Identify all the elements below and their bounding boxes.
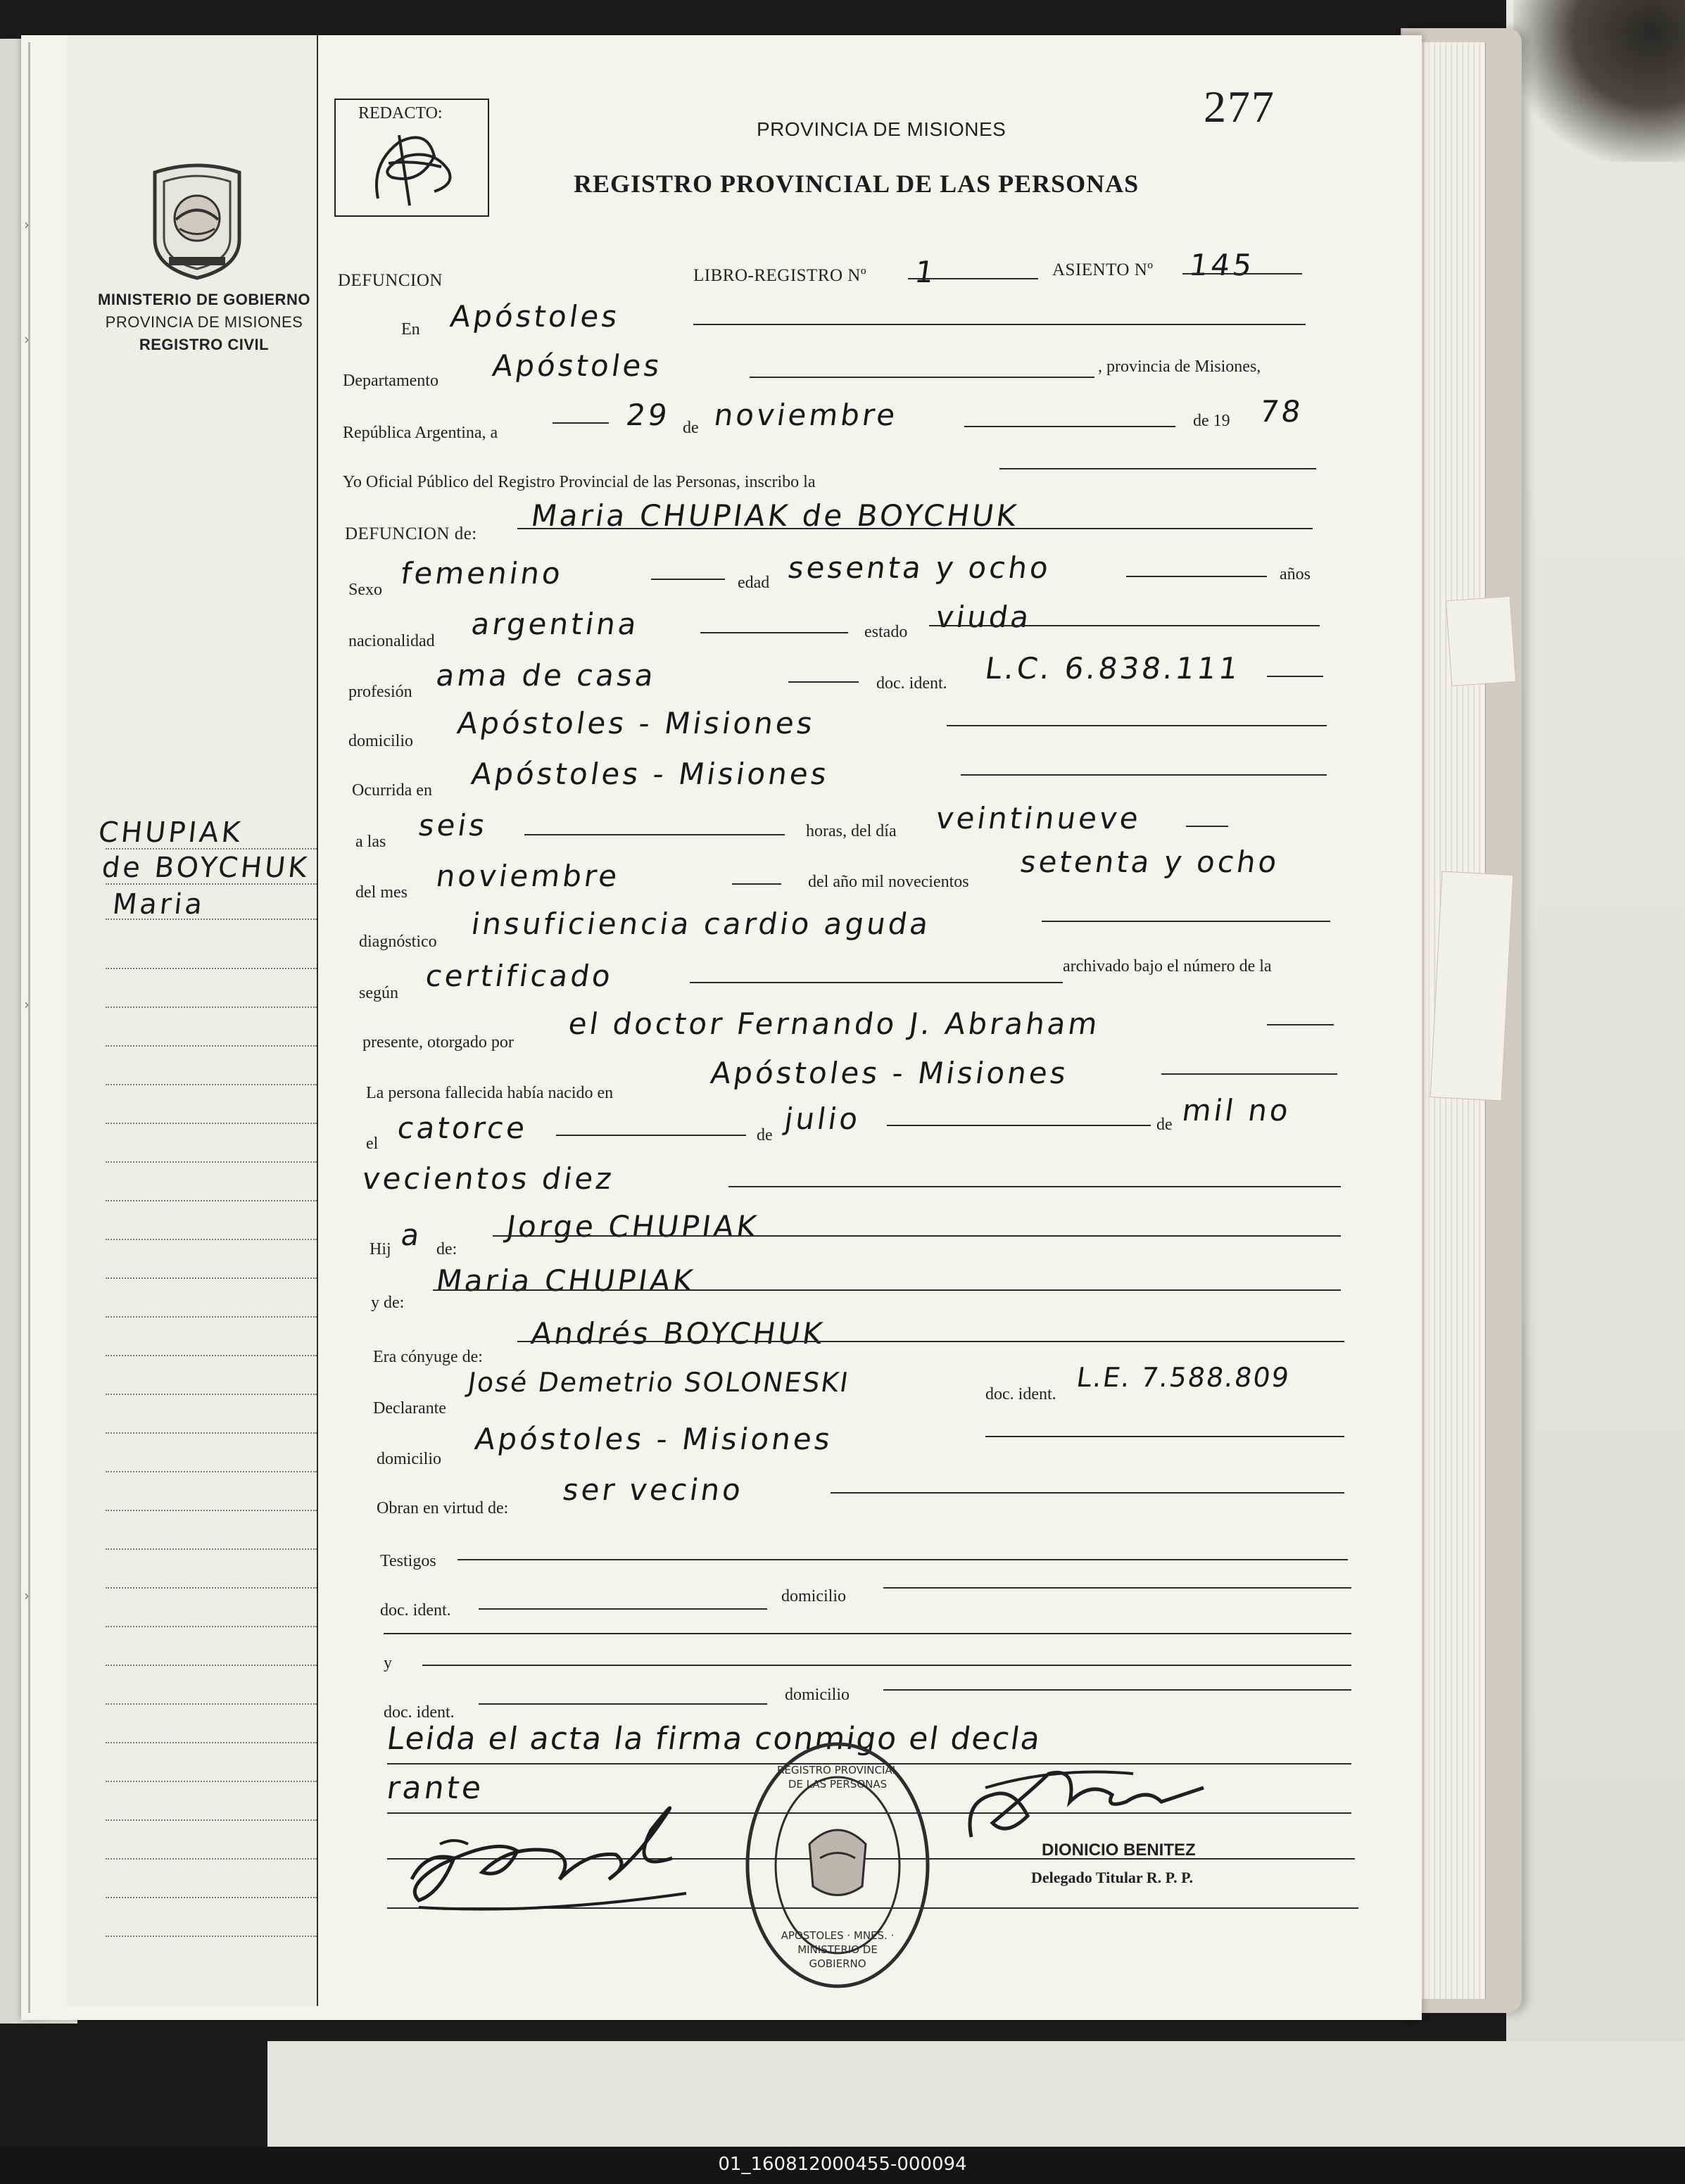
declarante-domicilio-label: domicilio [377, 1450, 441, 1468]
segun-line [690, 982, 1063, 983]
testigo2-y-label: y [384, 1654, 392, 1672]
mes-letras-value: noviembre [434, 859, 622, 893]
domicilio-label: domicilio [348, 732, 413, 750]
ocurrida-label: Ocurrida en [352, 781, 432, 800]
profesion-line [788, 681, 859, 683]
edad-label: edad [738, 574, 770, 592]
ministry-title: MINISTERIO DE GOBIERNO [98, 291, 310, 308]
margin-rule [106, 1045, 317, 1047]
testigo2-doc-label: doc. ident. [384, 1703, 455, 1722]
background-table [267, 2041, 1685, 2147]
en-label: En [401, 320, 420, 339]
nacido-en-line [1161, 1073, 1337, 1075]
margin-rule [106, 1510, 317, 1511]
del-ano-label: del año mil novecientos [808, 873, 969, 891]
asiento-label: ASIENTO Nº [1052, 260, 1154, 279]
conyuge-line [517, 1341, 1344, 1342]
departamento-label: Departamento [343, 372, 438, 390]
hora-line [524, 834, 785, 835]
margin-rule [106, 1006, 317, 1008]
anos-label: años [1280, 565, 1311, 583]
registry-heading: REGISTRO PROVINCIAL DE LAS PERSONAS [574, 170, 1140, 198]
margin-given-name: Maria [111, 888, 207, 921]
fecha-dia: 29 [624, 398, 672, 432]
presente-label: presente, otorgado por [362, 1033, 514, 1052]
oficial-label: Yo Oficial Público del Registro Provincial de las Personas, inscribo la [343, 473, 816, 491]
hora-value: seis [416, 808, 490, 842]
defuncion-de-label: DEFUNCION de: [345, 524, 477, 543]
profesion-value: ama de casa [434, 658, 659, 693]
margin-married-name: de BOYCHUK [100, 852, 311, 884]
margin-rule [106, 1936, 317, 1937]
nac-de2-label: de [1156, 1116, 1173, 1134]
archivado-label: archivado bajo el número de la [1063, 957, 1272, 976]
nacido-en-value: Apóstoles - Misiones [708, 1056, 1071, 1090]
fecha-line [553, 422, 609, 424]
stitch-icon: › [24, 1587, 30, 1604]
asiento-line [1182, 273, 1302, 274]
nac-ano-2-value: vecientos diez [360, 1161, 617, 1196]
stitch-icon: › [24, 331, 30, 348]
closing-text-line1: Leida el acta la firma conmigo el decla [384, 1721, 1044, 1757]
margin-rule [106, 1703, 317, 1705]
margin-rule [106, 1394, 317, 1395]
record-type-label: DEFUNCION [338, 271, 443, 290]
margin-rule [106, 1084, 317, 1085]
margin-rule [106, 1858, 317, 1860]
testigo2-line [422, 1665, 1351, 1666]
dia-letras-line [1186, 826, 1228, 827]
hij-suffix: a [398, 1218, 425, 1252]
edad-line [1126, 576, 1267, 577]
margin-rule [106, 1161, 317, 1163]
province-heading: PROVINCIA DE MISIONES [757, 118, 1006, 140]
margin-rule [106, 1819, 317, 1821]
margin-rule [106, 1123, 317, 1124]
conyuge-label: Era cónyuge de: [373, 1348, 483, 1366]
footer-image-id: 01_160812000455-000094 [718, 2154, 967, 2175]
departamento-value: Apóstoles [490, 348, 664, 383]
del-mes-label: del mes [355, 883, 408, 902]
declarante-doc-value: L.E. 7.588.809 [1074, 1362, 1292, 1393]
nacido-en-label: La persona fallecida había nacido en [366, 1084, 614, 1102]
edad-value: sesenta y ocho [785, 550, 1054, 585]
testigo2-doc-line [479, 1703, 767, 1705]
madre-line [433, 1289, 1341, 1291]
libro-line [908, 278, 1038, 279]
margin-rule [106, 919, 317, 920]
sexo-value: femenino [398, 556, 566, 591]
testigo1-doc-label: doc. ident. [380, 1601, 451, 1620]
nac-el-label: el [366, 1135, 379, 1153]
margin-rule [106, 1200, 317, 1201]
ministry-header [84, 289, 324, 356]
asiento-value: 145 [1187, 248, 1257, 282]
fecha-mes-line [964, 426, 1175, 427]
sexo-label: Sexo [348, 581, 382, 599]
en-line [693, 324, 1306, 325]
segun-label: según [359, 984, 398, 1002]
nacionalidad-value: argentina [469, 607, 642, 641]
declarant-signature [398, 1774, 700, 1921]
en-value: Apóstoles [448, 299, 622, 334]
fecha-de19-label: de 19 [1193, 412, 1230, 430]
stitch-icon: › [24, 216, 30, 233]
conyuge-value: Andrés BOYCHUK [529, 1316, 828, 1351]
libro-value: 1 [912, 255, 940, 289]
margin-rule [106, 1316, 317, 1318]
otorgado-por-line [1267, 1024, 1334, 1025]
stitch-icon: › [24, 996, 30, 1013]
nac-mes-line [887, 1125, 1151, 1126]
page-tab [1446, 596, 1516, 686]
otorgado-por-value: el doctor Fernando J. Abraham [566, 1006, 1103, 1041]
margin-rule [106, 1897, 317, 1898]
testigo2-domicilio-label: domicilio [785, 1686, 850, 1704]
ministry-province: PROVINCIA DE MISIONES [105, 313, 303, 331]
sexo-line [651, 579, 725, 580]
nac-mes-value: julio [782, 1102, 863, 1136]
margin-rule [106, 1432, 317, 1434]
diagnostico-value: insuficiencia cardio aguda [469, 907, 933, 941]
declarante-domicilio-line [985, 1436, 1344, 1437]
padre-line [493, 1235, 1341, 1237]
obran-label: Obran en virtud de: [377, 1499, 509, 1517]
margin-rule [106, 1781, 317, 1782]
margin-rule [106, 1742, 317, 1743]
fecha-de-label: de [683, 419, 699, 437]
libro-label: LIBRO-REGISTRO Nº [693, 266, 867, 285]
margin-rule [106, 1277, 317, 1279]
testigo2-domicilio-line [883, 1689, 1351, 1691]
provincia-label: , provincia de Misiones, [1098, 358, 1261, 376]
diagnostico-line [1042, 921, 1330, 922]
diagnostico-label: diagnóstico [359, 933, 437, 951]
testigo1-domicilio-line [883, 1587, 1351, 1589]
margin-rule [106, 1587, 317, 1589]
declarante-doc-label: doc. ident. [985, 1385, 1056, 1403]
obran-line [831, 1492, 1344, 1494]
horas-del-dia-label: horas, del día [806, 822, 897, 840]
hij-de-label: de: [436, 1240, 457, 1258]
nac-de-label: de [757, 1126, 773, 1144]
profesion-label: profesión [348, 683, 412, 701]
mes-letras-line [732, 883, 781, 885]
declarante-label: Declarante [373, 1399, 446, 1418]
estado-value: viuda [933, 600, 1034, 634]
margin-rule [106, 848, 317, 850]
redacto-initials-signature [350, 121, 477, 213]
background-shadow [1513, 0, 1685, 162]
margin-rule [106, 1548, 317, 1550]
testigo1-doc-line [479, 1608, 767, 1610]
seal-outer-text: REGISTRO PROVINCIAL DE LAS PERSONAS [776, 1764, 899, 1791]
obran-value: ser vecino [560, 1472, 746, 1507]
oficial-line [999, 468, 1316, 469]
declarante-domicilio-value: Apóstoles - Misiones [472, 1422, 835, 1456]
nacionalidad-line [700, 632, 848, 633]
nac-ano-1-value: mil no [1180, 1093, 1294, 1128]
nac-ano-2-line [728, 1186, 1341, 1187]
estado-line [929, 625, 1320, 626]
officer-name: DIONICIO BENITEZ [1042, 1841, 1196, 1860]
footer-bar [0, 2147, 1685, 2184]
margin-rule [106, 1239, 317, 1240]
margin-rule [106, 1471, 317, 1472]
segun-value: certificado [423, 959, 616, 993]
domicilio-line [947, 725, 1327, 726]
redacto-label: REDACTO: [358, 104, 443, 122]
deceased-name: Maria CHUPIAK de BOYCHUK [529, 498, 1021, 533]
padre-value: Jorge CHUPIAK [504, 1209, 762, 1244]
margin-rule [106, 883, 317, 885]
margin-surname: CHUPIAK [96, 816, 245, 849]
estado-label: estado [864, 623, 908, 641]
testigo1-domicilio-label: domicilio [781, 1587, 846, 1605]
margin-rule [106, 1665, 317, 1666]
dia-letras-value: veintinueve [933, 801, 1144, 835]
deceased-name-line [517, 528, 1313, 529]
domicilio-value: Apóstoles - Misiones [455, 706, 818, 740]
testigos-label: Testigos [380, 1552, 436, 1570]
background-surface [1506, 0, 1685, 2184]
testigos-line [457, 1559, 1348, 1560]
redacto-box [334, 99, 489, 217]
doc-ident-value: L.C. 6.838.111 [983, 651, 1243, 686]
fecha-mes: noviembre [712, 398, 900, 432]
ocurrida-line [961, 774, 1327, 776]
margin-rule [106, 1626, 317, 1627]
page-tab [1430, 871, 1514, 1102]
seal-inner-text: APOSTOLES · MNES. · MINISTERIO DE GOBIERNO [781, 1929, 895, 1970]
ano-letras-value: setenta y ocho [1018, 845, 1282, 879]
nac-dia-value: catorce [395, 1111, 530, 1145]
testigo-extra-line [384, 1633, 1351, 1634]
hij-label: Hij [370, 1240, 391, 1258]
departamento-line [750, 377, 1094, 378]
page-number: 277 [1204, 82, 1275, 132]
provincial-crest-icon [144, 162, 250, 282]
y-de-label: y de: [371, 1294, 405, 1312]
madre-value: Maria CHUPIAK [434, 1263, 698, 1298]
closing-text-line2: rante [384, 1770, 486, 1806]
doc-ident-line [1267, 676, 1323, 677]
margin-rule [106, 1355, 317, 1356]
ocurrida-value: Apóstoles - Misiones [469, 757, 832, 791]
fecha-ano: 78 [1257, 394, 1306, 429]
margin-rule [106, 968, 317, 969]
declarante-value: José Demetrio SOLONESKI [465, 1367, 852, 1398]
a-las-label: a las [355, 833, 386, 851]
ministry-registry: REGISTRO CIVIL [139, 336, 270, 353]
officer-title: Delegado Titular R. P. P. [1031, 1869, 1194, 1886]
republica-label: República Argentina, a [343, 424, 498, 442]
nacionalidad-label: nacionalidad [348, 632, 435, 650]
doc-ident-label: doc. ident. [876, 674, 947, 693]
nac-dia-line [556, 1135, 746, 1136]
